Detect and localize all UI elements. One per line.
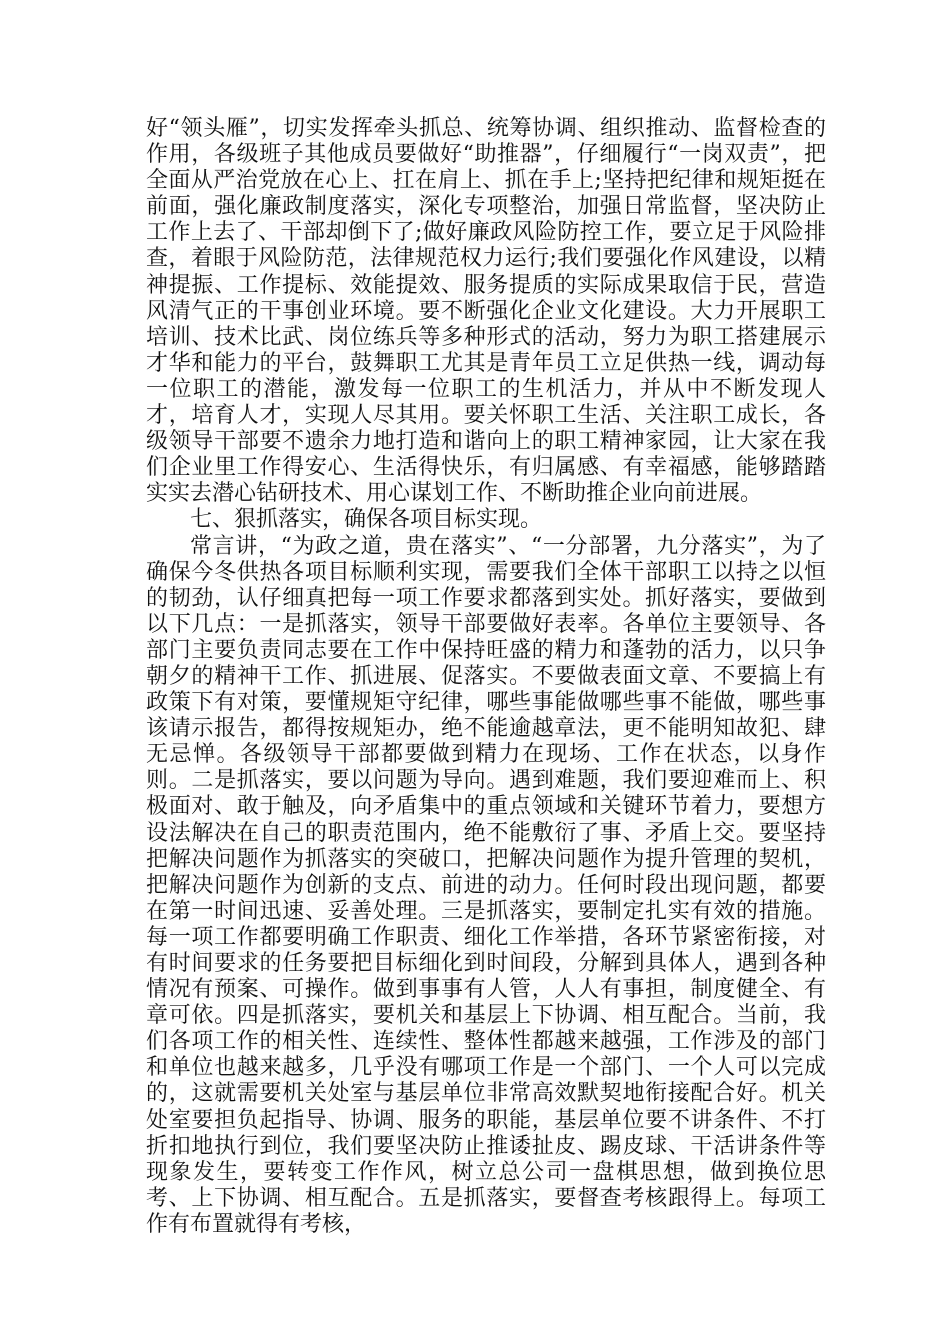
paragraph-continuation: 好“领头雁”，切实发挥牵头抓总、统筹协调、组织推动、监督检查的作用，各级班子其他成员要做好“助推器”，仔细履行“一岗双责”，把全面从严治党放在心上、扛在肩上、抓在手上;坚持把纪律和规矩挺在前面，强化廉政制度落实，深化专项整治，加强日常监督，坚决防止工作上去了、干部却倒下了;做好廉政风险防控工作，要立足于风险排查，着眼于风险防范，法律规范权力运行;我们要强化作风建设，以精神提振、工作提标、效能提效、服务提质的实际成果取信于民，营造风清气正的干事创业环境。要不断强化企业文化建设。大力开展职工培训、技术比武、岗位练兵等多种形式的活动，努力为职工搭建展示才华和能力的平台，鼓舞职工尤其是青年员工立足供热一线，调动每一位职工的潜能，激发每一位职工的生机活力，并从中不断发现人才，培育人才，实现人尽其用。要关怀职工生活、关注职工成长，各级领导干部要不遗余力地打造和谐向上的职工精神家园，让大家在我们企业里工作得安心、生活得快乐，有归属感、有幸福感，能够踏踏实实去潜心钻研技术、用心谋划工作、不断助推企业向前进展。: [146, 116, 826, 507]
section-heading-seven: 七、狠抓落实，确保各项目标实现。: [190, 507, 543, 533]
document-body: [146, 116, 826, 1238]
paragraph-section-seven: 常言讲，“为政之道，贵在落实”、“一分部署，九分落实”，为了确保今冬供热各项目标顺利实现，需要我们全体干部职工以持之以恒的韧劲，认仔细真把每一项工作要求都落到实处。抓好落实，要做到以下几点：一是抓落实，领导干部要做好表率。各单位主要领导、各部门主要负责同志要在工作中保持旺盛的精力和蓬勃的活力，以只争朝夕的精神干工作、抓进展、促落实。不要做表面文章、不要搞上有政策下有对策，要懂规矩守纪律，哪些事能做哪些事不能做，哪些事该请示报告，都得按规矩办，绝不能逾越章法，更不能明知故犯、肆无忌惮。各级领导干部都要做到精力在现场、工作在状态，以身作则。二是抓落实，要以问题为导向。遇到难题，我们要迎难而上、积极面对、敢于触及，向矛盾集中的重点领域和关键环节着力，要想方设法解决在自己的职责范围内，绝不能敷衍了事、矛盾上交。要坚持把解决问题作为抓落实的突破口，把解决问题作为提升管理的契机，把解决问题作为创新的支点、前进的动力。任何时段出现问题，都要在第一时间迅速、妥善处理。三是抓落实，要制定扎实有效的措施。每一项工作都要明确工作职责、细化工作举措，各环节紧密衔接，对有时间要求的任务要把目标细化到时间段，分解到具体人，遇到各种情况有预案、可操作。做到事事有人管，人人有事担，制度健全、有章可依。四是抓落实，要机关和基层上下协调、相互配合。当前，我们各项工作的相关性、连续性、整体性都越来越强，工作涉及的部门和单位也越来越多，几乎没有哪项工作是一个部门、一个人可以完成的，这就需要机关处室与基层单位非常高效默契地衔接配合好。机关处室要担负起指导、协调、服务的职能，基层单位要不讲条件、不打折扣地执行到位，我们要坚决防止推诿扯皮、踢皮球、干活讲条件等现象发生，要转变工作作风，树立总公司一盘棋思想，做到换位思考、上下协调、相互配合。五是抓落实，要督查考核跟得上。每项工作有布置就得有考核，: [146, 533, 826, 1237]
